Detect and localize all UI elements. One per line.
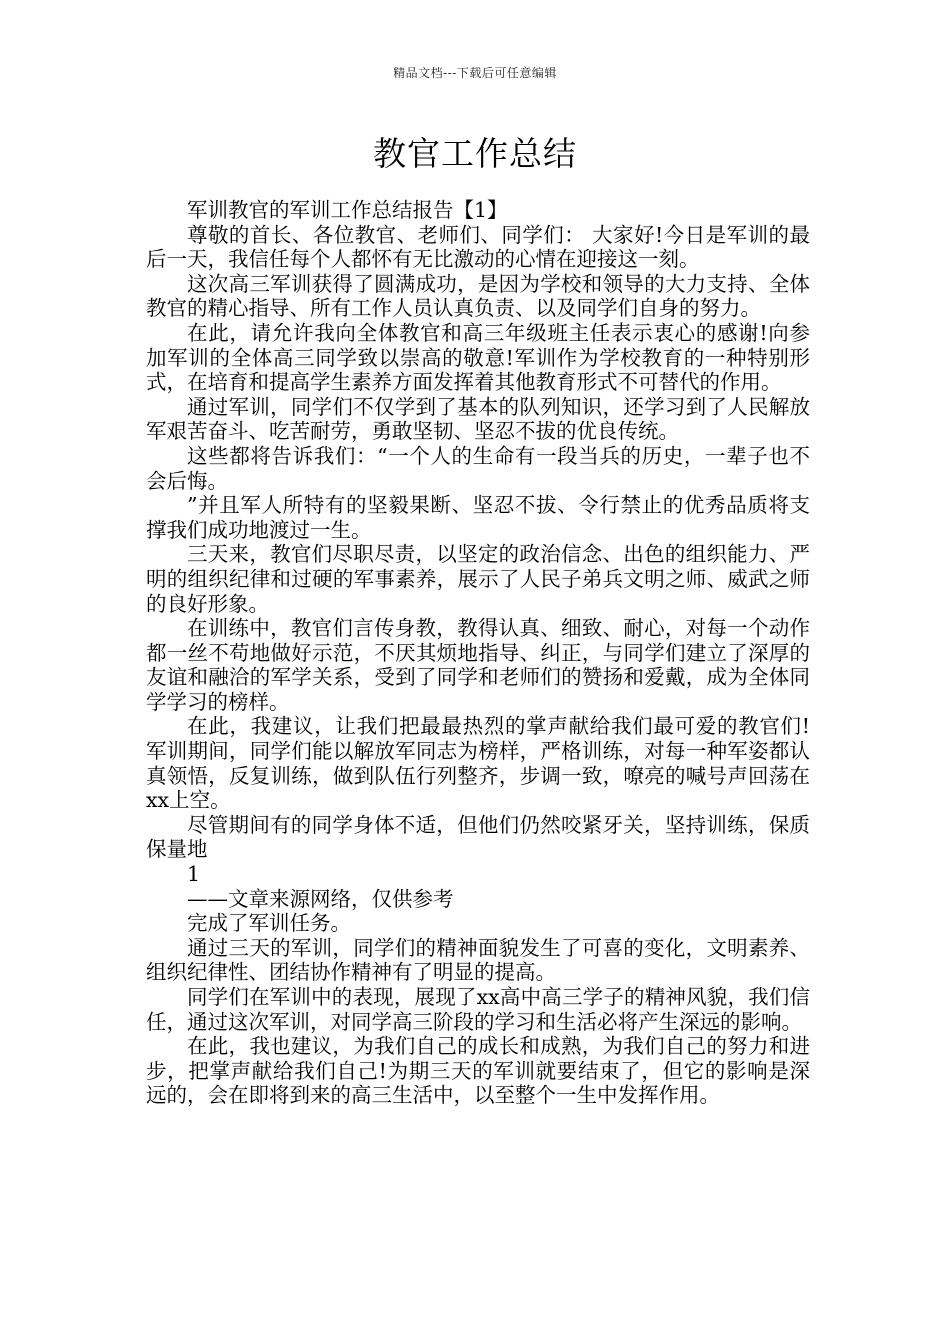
- paragraph: 在训练中，教官们言传身教，教得认真、细致、耐心，对每一个动作都一丝不苟地做好示范，不厌其烦地指导、纠正，与同学们建立了深厚的友谊和融洽的军学关系，受到了同学和老师们的赞扬和爱戴，成为全体同学学习的榜样。: [146, 616, 810, 714]
- page-header: 精品文档---下载后可任意编辑: [393, 66, 557, 80]
- paragraph: 军训教官的军训工作总结报告【1】: [187, 198, 508, 222]
- document-body: [146, 198, 810, 1108]
- paragraph: 同学们在军训中的表现，展现了xx高中高三学子的精神风貌，我们信任，通过这次军训，对同学高三阶段的学习和生活必将产生深远的影响。: [146, 985, 810, 1034]
- paragraph: 在此，我建议，让我们把最最热烈的掌声献给我们最可爱的教官们!军训期间，同学们能以解放军同志为榜样，严格训练，对每一种军姿都认真领悟，反复训练，做到队伍行列整齐，步调一致，嘹亮的喊号声回荡在xx上空。: [146, 714, 810, 813]
- document-title: 教官工作总结: [373, 134, 577, 173]
- paragraph: 这些都将告诉我们：“一个人的生命有一段当兵的历史，一辈子也不会后悔。: [146, 443, 810, 493]
- paragraph: 在此，请允许我向全体教官和高三年级班主任表示衷心的感谢!向参加军训的全体高三同学致以崇高的敬意!军训作为学校教育的一种特别形式，在培育和提高学生素养方面发挥着其他教育形式不可替代的作用。: [146, 320, 810, 395]
- paragraph: 这次高三军训获得了圆满成功，是因为学校和领导的大力支持、全体教官的精心指导、所有工作人员认真负责、以及同学们自身的努力。: [146, 271, 810, 321]
- paragraph: 尊敬的首长、各位教官、老师们、同学们： 大家好!今日是军训的最后一天，我信任每个人都怀有无比激动的心情在迎接这一刻。: [146, 222, 810, 272]
- page-number: 1: [187, 862, 201, 887]
- paragraph: 通过军训，同学们不仅学到了基本的队列知识，还学习到了人民解放军艰苦奋斗、吃苦耐劳，勇敢坚韧、坚忍不拔的优良传统。: [146, 394, 810, 444]
- paragraph: 尽管期间有的同学身体不适，但他们仍然咬紧牙关，坚持训练，保质保量地: [146, 812, 810, 862]
- paragraph: 通过三天的军训，同学们的精神面貌发生了可喜的变化，文明素养、组织纪律性、团结协作精神有了明显的提高。: [146, 935, 810, 985]
- paragraph: ”并且军人所特有的坚毅果断、坚忍不拔、令行禁止的优秀品质将支撑我们成功地渡过一生。: [146, 493, 810, 542]
- paragraph: 完成了军训任务。: [187, 911, 351, 936]
- source-note: ——文章来源网络，仅供参考: [187, 886, 454, 911]
- paragraph: 三天来，教官们尽职尽责，以坚定的政治信念、出色的组织能力、严明的组织纪律和过硬的军事素养，展示了人民子弟兵文明之师、威武之师的良好形象。: [146, 542, 810, 616]
- paragraph: 在此，我也建议，为我们自己的成长和成熟，为我们自己的努力和进步，把掌声献给我们自己!为期三天的军训就要结束了，但它的影响是深远的，会在即将到来的高三生活中，以至整个一生中发挥作用。: [146, 1034, 810, 1108]
